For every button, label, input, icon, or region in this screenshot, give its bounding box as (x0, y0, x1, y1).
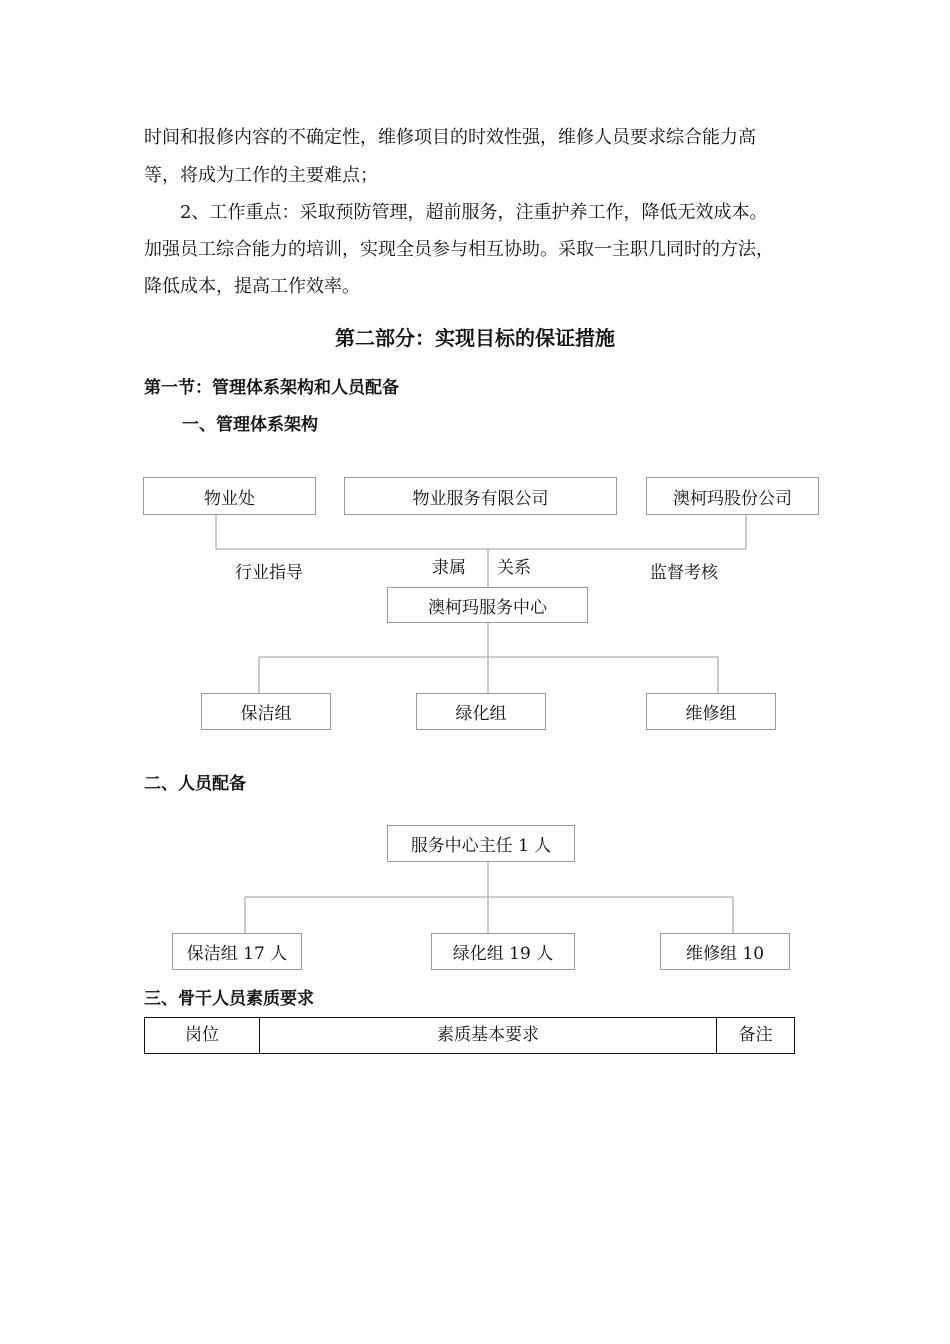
relation-label-supervision: 监督考核 (650, 563, 718, 583)
subsection-title: 一、管理体系架构 (182, 415, 318, 435)
paragraph-line: 2、工作重点：采取预防管理，超前服务，注重护养工作，降低无效成本。 (180, 202, 768, 223)
qualification-table (144, 1017, 795, 1054)
subsection-title: 三、骨干人员素质要求 (144, 989, 314, 1009)
table-header-notes: 备注 (717, 1018, 795, 1054)
relation-label-subordinate: 隶属 (432, 558, 466, 578)
paragraph-line: 等，将成为工作的主要难点； (144, 165, 378, 186)
part-title: 第二部分：实现目标的保证措施 (335, 326, 615, 350)
table-header-row (145, 1018, 795, 1054)
paragraph-line: 加强员工综合能力的培训，实现全员参与相互协助。采取一主职几同时的方法， (144, 239, 774, 260)
org-box-greening-group: 绿化组 (416, 693, 546, 730)
staff-box-director: 服务中心主任 1 人 (387, 825, 575, 862)
org-box-property-office: 物业处 (143, 477, 316, 515)
org-box-service-center: 澳柯玛服务中心 (387, 587, 588, 623)
paragraph-line: 降低成本，提高工作效率。 (144, 276, 360, 297)
section-title: 第一节：管理体系架构和人员配备 (144, 378, 399, 398)
org-box-cleaning-group: 保洁组 (201, 693, 331, 730)
staff-box-greening: 绿化组 19 人 (431, 933, 575, 970)
org-box-aucma-corp: 澳柯玛股份公司 (646, 477, 819, 515)
staff-box-cleaning: 保洁组 17 人 (172, 933, 302, 970)
relation-label-relation: 关系 (497, 558, 531, 578)
paragraph-line: 时间和报修内容的不确定性，维修项目的时效性强，维修人员要求综合能力高 (144, 127, 756, 148)
subsection-title: 二、人员配备 (144, 774, 246, 794)
relation-label-guidance: 行业指导 (235, 563, 303, 583)
table-header-position: 岗位 (145, 1018, 260, 1054)
org-box-maintenance-group: 维修组 (646, 693, 776, 730)
table-header-requirements: 素质基本要求 (260, 1018, 717, 1054)
org-box-property-company: 物业服务有限公司 (344, 477, 617, 515)
staff-box-maintenance: 维修组 10 (660, 933, 790, 970)
